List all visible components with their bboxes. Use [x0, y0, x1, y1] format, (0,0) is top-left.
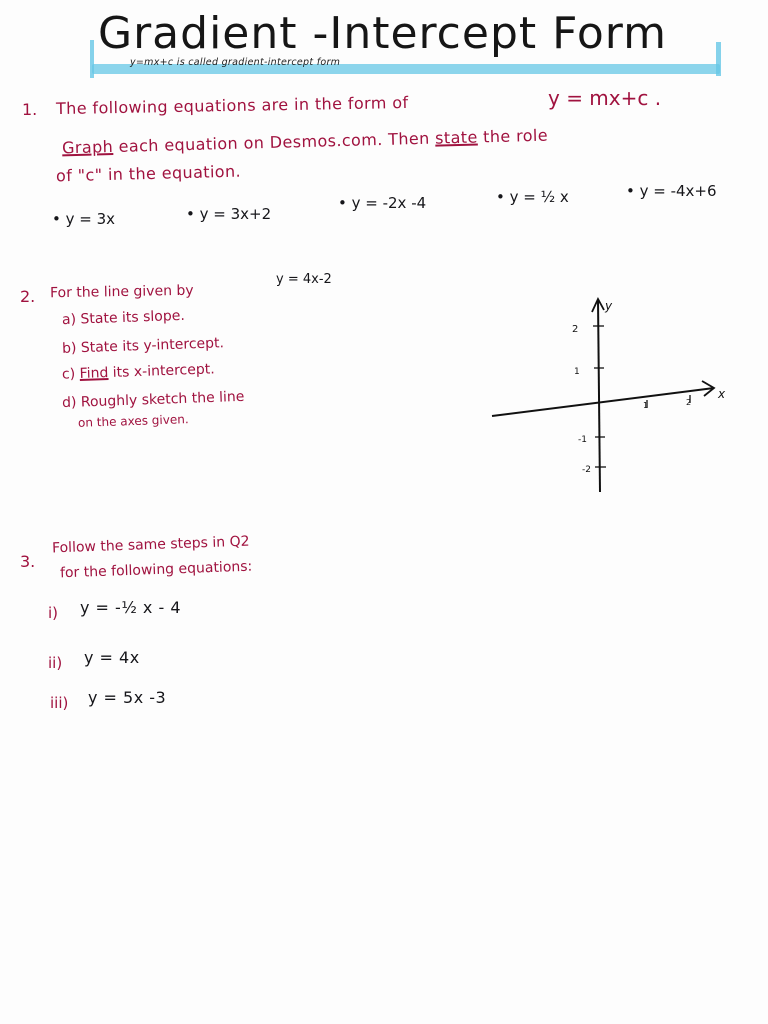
q1-formula: y = mx+c . [548, 86, 662, 110]
q3-item-2-equation: y = 4x [84, 648, 140, 667]
y-tick-label-2: 2 [572, 324, 579, 335]
x-tick-label-1: 1 [643, 401, 649, 410]
q2-part-b: b) State its y-intercept. [61, 335, 225, 357]
q1-line1: The following equations are in the form of [55, 92, 409, 119]
y-tick-label-1: 1 [574, 367, 580, 377]
q3-line1: Follow the same steps in Q2 [51, 533, 250, 557]
q1-graph-word: Graph [61, 137, 114, 158]
y-axis-label: y [605, 299, 613, 313]
title-highlight-left [90, 40, 94, 78]
q3-item-2-label: ii) [48, 654, 63, 672]
q1-equation-3: • y = -2x -4 [338, 194, 427, 212]
q2-part-c-rest: its x-intercept. [112, 361, 215, 381]
x-axis-label: x [718, 387, 726, 401]
y-axis-line [598, 300, 600, 492]
q3-item-3-label: iii) [50, 694, 69, 712]
q3-number: 3. [20, 552, 36, 571]
q2-part-d-cont: on the axes given. [77, 412, 189, 430]
q2-part-c-label: c) [61, 366, 76, 383]
q2-part-c [62, 361, 215, 382]
q1-equation-5: • y = -4x+6 [626, 182, 717, 200]
q1-line2 [62, 126, 548, 158]
q2-intro: For the line given by [49, 282, 194, 302]
q2-find-word: Find [79, 365, 109, 383]
q2-part-a: a) State its slope. [61, 307, 186, 329]
q1-line2-end: the role [482, 125, 549, 147]
title-subtitle: y=mx+c is called gradient-intercept form [130, 57, 341, 68]
q3-line2: for the following equations: [59, 558, 253, 582]
page-title: Gradient -Intercept Form [98, 8, 667, 59]
x-tick-label-2: 2 [686, 398, 692, 407]
title-highlight-right [716, 42, 721, 76]
q1-equation-1: • y = 3x [52, 210, 116, 228]
q1-equation-4: • y = ½ x [496, 188, 569, 206]
y-tick-label-minus-2: -2 [582, 465, 591, 475]
q1-number: 1. [22, 100, 38, 119]
y-tick-label-minus-1: -1 [578, 435, 587, 445]
q2-number: 2. [20, 287, 36, 306]
q3-item-1-label: i) [48, 604, 59, 622]
q1-equation-2: • y = 3x+2 [186, 205, 272, 223]
q1-state-word: state [434, 127, 478, 148]
q1-line3: of "c" in the equation. [55, 161, 242, 186]
coordinate-axes [488, 292, 728, 497]
x-axis-line [492, 388, 714, 416]
q1-line2-mid: each equation on Desmos.com. Then [118, 128, 430, 156]
q2-part-d: d) Roughly sketch the line [61, 388, 245, 412]
q3-item-3-equation: y = 5x -3 [88, 688, 167, 707]
q2-equation: y = 4x-2 [276, 272, 332, 287]
q3-item-1-equation: y = -½ x - 4 [80, 598, 182, 617]
